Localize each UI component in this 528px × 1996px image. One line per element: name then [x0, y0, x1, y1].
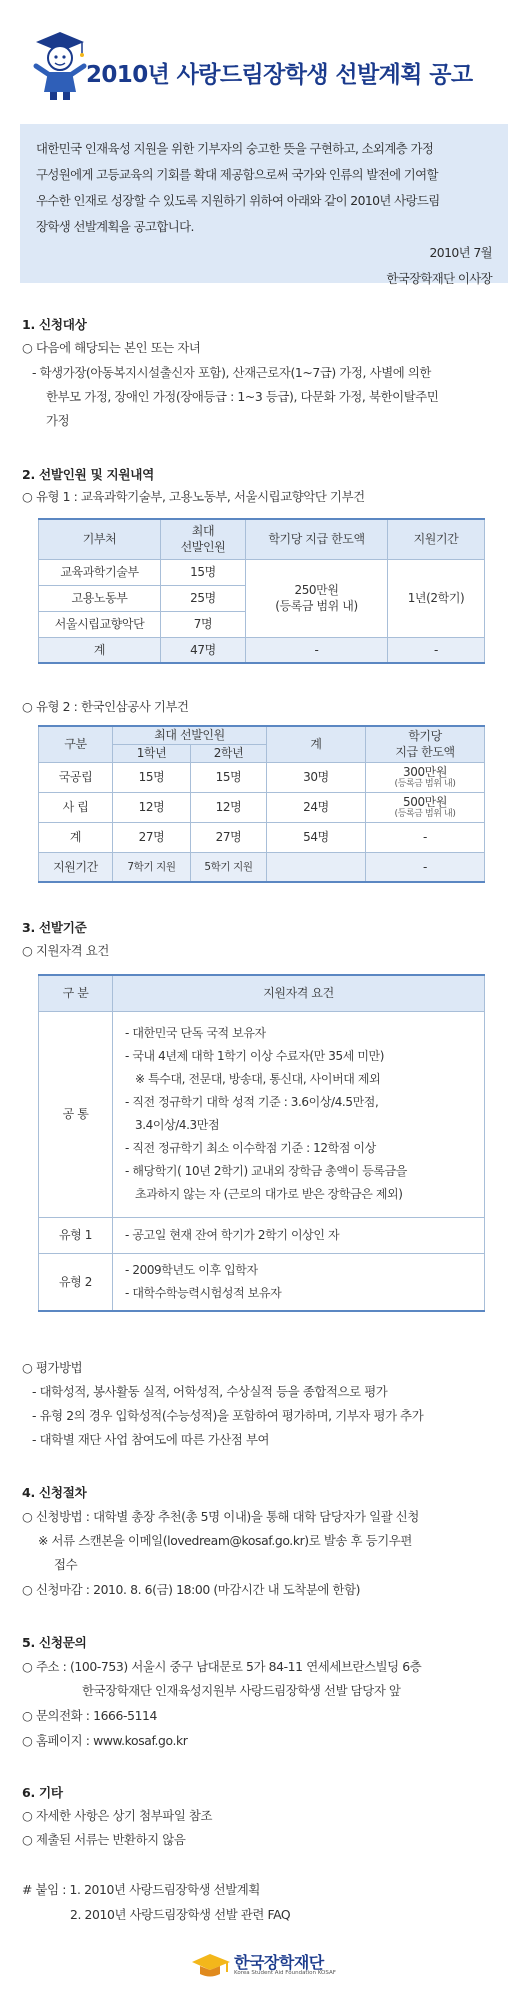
intro-box — [20, 124, 508, 286]
table-cell: 공 통 — [39, 1011, 113, 1217]
table-cell: 12명 — [191, 792, 267, 822]
section-3-title: 3. 선발기준 — [22, 920, 87, 935]
section-2-title: 2. 선발인원 및 지원내역 — [22, 467, 154, 482]
foundation-logo-icon — [190, 1948, 232, 1980]
table-cell: 계 — [39, 822, 113, 852]
table-cell: 국공립 — [39, 762, 113, 792]
section-6-title: 6. 기타 — [22, 1785, 63, 1800]
table-header: 최대 선발인원 — [161, 519, 246, 559]
table-cell: - — [388, 637, 485, 663]
attachment-line: # 붙임 : 1. 2010년 사랑드림장학생 선발계획 — [22, 1882, 260, 1897]
section-5-line: ○ 문의전화 : 1666-5114 — [22, 1708, 158, 1723]
table-cell: - — [366, 822, 485, 852]
evaluation-line: - 대학성적, 봉사활동 실적, 어학성적, 수상실적 등을 종합적으로 평가 — [32, 1384, 388, 1399]
intro-signer: 한국장학재단 이사장 — [386, 271, 492, 286]
section-4-line: 접수 — [54, 1557, 78, 1572]
table-header: 지원기간 — [388, 519, 485, 559]
attachment-line: 2. 2010년 사랑드림장학생 선발 관련 FAQ — [70, 1907, 291, 1922]
table-cell: 유형 1 — [39, 1217, 113, 1253]
intro-date: 2010년 7월 — [429, 245, 492, 260]
intro-line: 대한민국 인재육성 지원을 위한 기부자의 숭고한 뜻을 구현하고, 소외계층 가정 — [36, 141, 434, 156]
page-title: 2010년 사랑드림장학생 선발계획 공고 — [86, 62, 473, 88]
table-cell: 유형 2 — [39, 1253, 113, 1311]
table-cell: 15명 — [161, 559, 246, 585]
section-5-title: 5. 신청문의 — [22, 1635, 87, 1650]
table-cell: 27명 — [191, 822, 267, 852]
page-header — [0, 0, 528, 110]
requirement-line: - 대학수학능력시험성적 보유자 — [125, 1285, 282, 1300]
section-6-line: ○ 자세한 사항은 상기 첨부파일 참조 — [22, 1808, 213, 1823]
foundation-logo — [190, 1948, 340, 1982]
table-cell — [113, 1011, 485, 1217]
evaluation-line: - 유형 2의 경우 입학성적(수능성적)을 포함하여 평가하며, 기부자 평가 추가 — [32, 1408, 424, 1423]
table-cell: - 공고일 현재 잔여 학기가 2학기 이상인 자 — [113, 1217, 485, 1253]
table-cell: 25명 — [161, 585, 246, 611]
section-1-line: 한부모 가정, 장애인 가정(장애등급 : 1~3 등급), 다문화 가정, 북한이탈주민 — [46, 389, 439, 404]
table-cell: 12명 — [113, 792, 191, 822]
table-header: 2학년 — [191, 744, 267, 762]
section-4-title: 4. 신청절차 — [22, 1485, 87, 1500]
foundation-logo-text: 한국장학재단 — [234, 1953, 324, 1972]
section-4-line: ○ 신청마감 : 2010. 8. 6(금) 18:00 (마감시간 내 도착분에 한함) — [22, 1582, 361, 1597]
requirement-line: - 대한민국 단독 국적 보유자 — [125, 1026, 266, 1040]
type-2-table — [38, 725, 485, 883]
table-cell: 1년(2학기) — [388, 559, 485, 637]
requirement-line: - 해당학기( 10년 2학기) 교내외 장학금 총액이 등록금을 — [125, 1164, 407, 1178]
requirement-line: - 직전 정규학기 대학 성적 기준 : 3.6이상/4.5만점, — [125, 1095, 379, 1109]
requirement-line: - 직전 정규학기 최소 이수학점 기준 : 12학점 이상 — [125, 1141, 376, 1155]
requirement-line: - 2009학년도 이후 입학자 — [125, 1262, 258, 1277]
section-4-line: ○ 신청방법 : 대학별 총장 추천(총 5명 이내)을 통해 대학 담당자가 일괄 신청 — [22, 1509, 419, 1524]
table-cell: 고용노동부 — [39, 585, 161, 611]
intro-line: 장학생 선발계획을 공고합니다. — [36, 219, 194, 234]
table-cell: 27명 — [113, 822, 191, 852]
section-5-line: ○ 홈페이지 : www.kosaf.go.kr — [22, 1733, 188, 1748]
table-cell: 서울시립교향악단 — [39, 611, 161, 637]
table-header: 구분 — [39, 726, 113, 762]
requirement-line: 초과하지 않는 자 (근로의 대가로 받은 장학금은 제외) — [135, 1187, 403, 1201]
intro-line: 구성원에게 고등교육의 기회를 확대 제공함으로써 국가와 인류의 발전에 기여할 — [36, 167, 438, 182]
requirement-line: ※ 특수대, 전문대, 방송대, 통신대, 사이버대 제외 — [135, 1072, 381, 1086]
table-header: 학기당 지급 한도액 — [246, 519, 388, 559]
table-cell: 250만원 (등록금 범위 내) — [246, 559, 388, 637]
table-cell: 30명 — [267, 762, 366, 792]
table-header: 학기당 지급 한도액 — [366, 726, 485, 762]
type-2-label: ○ 유형 2 : 한국인삼공사 기부건 — [22, 699, 189, 714]
table-cell — [113, 1253, 485, 1311]
table-cell: 24명 — [267, 792, 366, 822]
table-cell: 15명 — [113, 762, 191, 792]
foundation-logo-subtext: Korea Student Aid Foundation KOSAF — [234, 1970, 336, 1976]
section-5-line: 한국장학재단 인재육성지원부 사랑드림장학생 선발 담당자 앞 — [82, 1683, 401, 1698]
table-cell: 15명 — [191, 762, 267, 792]
table-cell — [267, 852, 366, 882]
table-cell: 500만원 (등록금 범위 내) — [366, 792, 485, 822]
mascot-graduate-icon — [30, 28, 90, 102]
intro-line: 우수한 인재로 성장할 수 있도록 지원하기 위하여 아래와 같이 2010년 사랑드림 — [36, 193, 440, 208]
table-cell: - — [366, 852, 485, 882]
evaluation-label: ○ 평가방법 — [22, 1360, 83, 1375]
table-header: 1학년 — [113, 744, 191, 762]
section-1-title: 1. 신청대상 — [22, 317, 87, 332]
evaluation-line: - 대학별 재단 사업 참여도에 따른 가산점 부여 — [32, 1432, 270, 1447]
table-header: 최대 선발인원 — [113, 726, 267, 744]
qualification-table — [38, 974, 485, 1312]
table-cell: 300만원 (등록금 범위 내) — [366, 762, 485, 792]
requirement-line: 3.4이상/4.3만점 — [135, 1118, 220, 1132]
table-cell: 47명 — [161, 637, 246, 663]
section-6-line: ○ 제출된 서류는 반환하지 않음 — [22, 1832, 186, 1847]
table-cell: 사 립 — [39, 792, 113, 822]
table-cell: 7명 — [161, 611, 246, 637]
table-cell: 지원기간 — [39, 852, 113, 882]
table-cell: 교육과학기술부 — [39, 559, 161, 585]
table-header: 지원자격 요건 — [113, 975, 485, 1011]
section-1-line: - 학생가장(아동복지시설출신자 포함), 산재근로자(1~7급) 가정, 사별에 의한 — [32, 365, 432, 380]
type-1-table — [38, 518, 485, 664]
requirement-line: - 국내 4년제 대학 1학기 이상 수료자(만 35세 미만) — [125, 1049, 385, 1063]
table-cell: 계 — [39, 637, 161, 663]
table-header: 기부처 — [39, 519, 161, 559]
table-cell: - — [246, 637, 388, 663]
table-header: 구 분 — [39, 975, 113, 1011]
section-5-line: ○ 주소 : (100-753) 서울시 중구 남대문로 5가 84-11 연세세브란스빌딩 6층 — [22, 1659, 422, 1674]
table-cell: 7학기 지원 — [113, 852, 191, 882]
qualification-label: ○ 지원자격 요건 — [22, 943, 109, 958]
section-1-line: ○ 다음에 해당되는 본인 또는 자녀 — [22, 340, 201, 355]
section-4-line: ※ 서류 스캔본을 이메일(lovedream@kosaf.go.kr)로 발송 후 등기우편 — [38, 1533, 412, 1548]
table-cell: 54명 — [267, 822, 366, 852]
table-cell: 5학기 지원 — [191, 852, 267, 882]
type-1-label: ○ 유형 1 : 교육과학기술부, 고용노동부, 서울시립교향악단 기부건 — [22, 489, 365, 504]
section-1-line: 가정 — [46, 413, 70, 428]
table-header: 계 — [267, 726, 366, 762]
